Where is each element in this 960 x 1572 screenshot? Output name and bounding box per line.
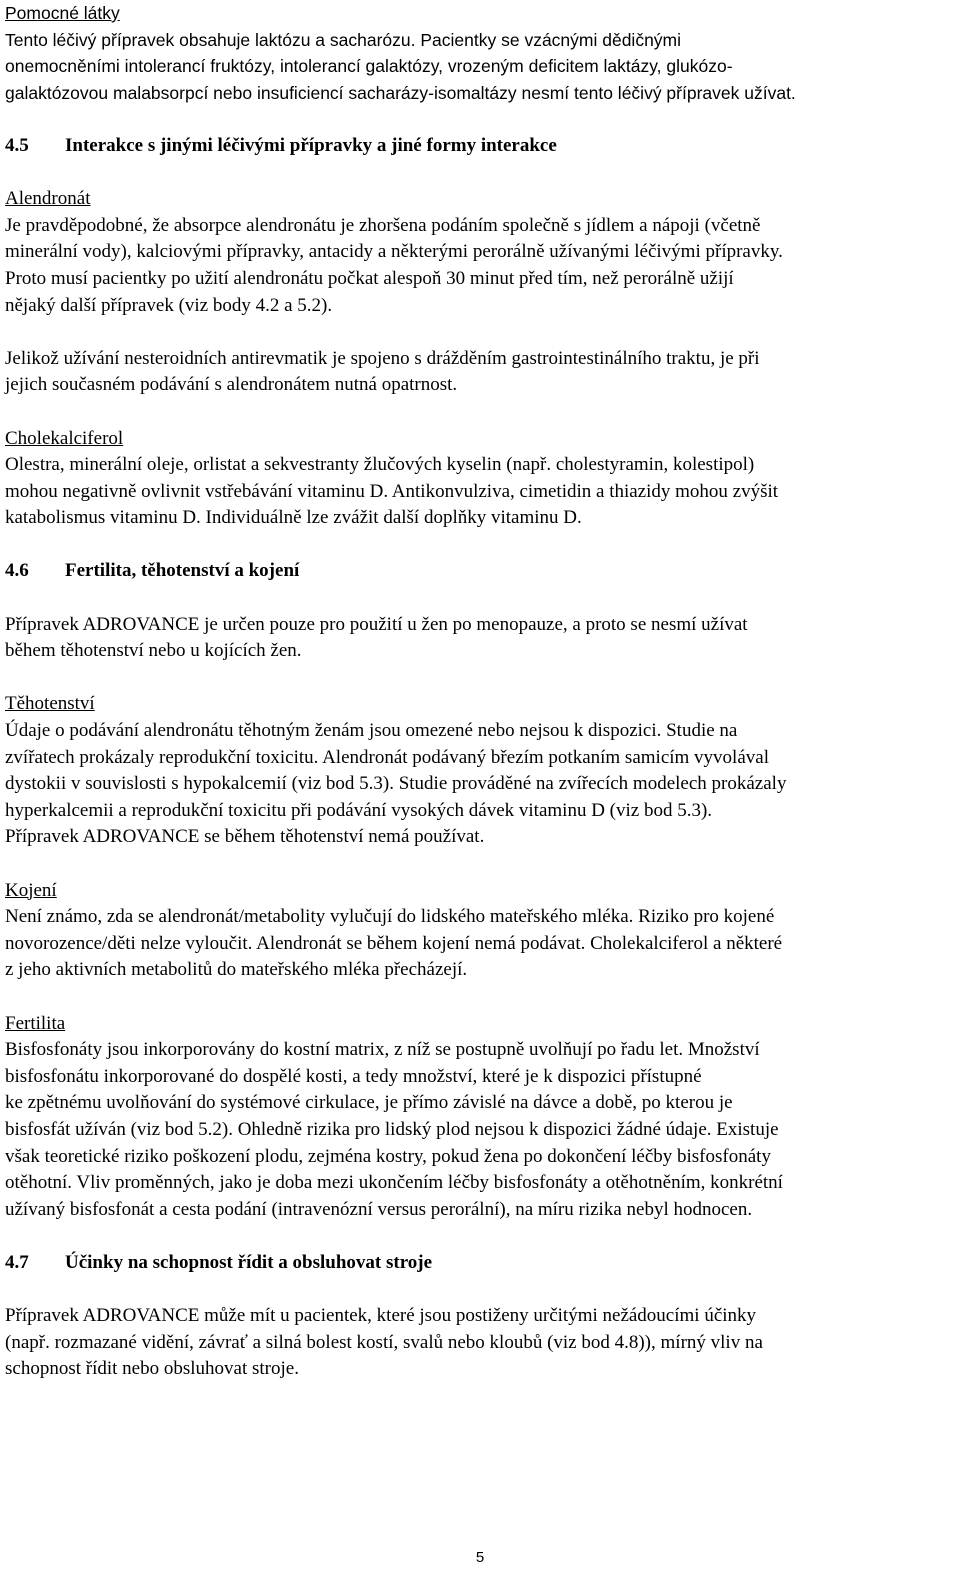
paragraph-line: Přípravek ADROVANCE je určen pouze pro použití u žen po menopauze, a proto se nesmí užívat xyxy=(5,613,748,635)
section-number: 4.5 xyxy=(5,134,29,156)
paragraph-line: otěhotní. Vliv proměnných, jako je doba mezi ukončením léčby bisfosfonáty a otěhotněním, konkrétní xyxy=(5,1172,783,1194)
section-number: 4.6 xyxy=(5,560,29,582)
excipients-line: galaktózovou malabsorpcí nebo insuficiencí sacharázy-isomaltázy nesmí tento léčivý přípravek užívat. xyxy=(5,82,796,103)
excipients-line: Tento léčivý přípravek obsahuje laktózu a sacharózu. Pacientky se vzácnými dědičnými xyxy=(5,29,682,50)
section-number: 4.7 xyxy=(5,1251,29,1273)
paragraph-line: mohou negativně ovlivnit vstřebávání vitaminu D. Antikonvulziva, cimetidin a thiazidy mohou zvýšit xyxy=(5,480,779,502)
excipients-title: Pomocné látky xyxy=(5,3,120,23)
paragraph-line: Bisfosfonáty jsou inkorporovány do kostní matrix, z níž se postupně uvolňují po řadu let. Množství xyxy=(5,1039,760,1061)
paragraph-line: nějaký další přípravek (viz body 4.2 a 5.2). xyxy=(5,294,333,316)
paragraph-line: hyperkalcemii a reprodukční toxicitu při podávání vysokých dávek vitaminu D (viz bod 5.3). xyxy=(5,799,713,821)
paragraph-line: novorozence/děti nelze vyloučit. Alendronát se během kojení nemá podávat. Cholekalciferol a některé xyxy=(5,932,783,954)
paragraph-line: Přípravek ADROVANCE se během těhotenství nemá používat. xyxy=(5,826,485,848)
excipients-section xyxy=(5,0,955,106)
paragraph-line: zvířatech prokázaly reprodukční toxicitu. Alendronát podávaný březím potkaním samicím vyvolával xyxy=(5,746,769,768)
paragraph-line: katabolismus vitaminu D. Individuálně lze zvážit další doplňky vitaminu D. xyxy=(5,507,582,529)
paragraph-line: Údaje o podávání alendronátu těhotným ženám jsou omezené nebo nejsou k dispozici. Studie na xyxy=(5,720,738,742)
paragraph-line: během těhotenství nebo u kojících žen. xyxy=(5,640,302,662)
subsection-title-alendronate: Alendronát xyxy=(5,188,91,210)
page-number: 5 xyxy=(475,1549,485,1566)
pregnancy-subsection xyxy=(5,691,955,851)
subsection-title-fertility: Fertilita xyxy=(5,1012,66,1034)
paragraph-line: minerální vody), kalciovými přípravky, antacidy a některými perorálně užívanými léčivými přípravky. xyxy=(5,241,783,263)
paragraph-line: bisfosfát užíván (viz bod 5.2). Ohledně rizika pro lidský plod nejsou k dispozici žádné údaje. Existuje xyxy=(5,1118,779,1140)
paragraph-line: Jelikož užívání nesteroidních antirevmatik je spojeno s drážděním gastrointestinálního traktu, je při xyxy=(5,347,760,369)
paragraph-line: Je pravděpodobné, že absorpce alendronátu je zhoršena podáním společně s jídlem a nápoji (včetně xyxy=(5,214,761,236)
paragraph-line: schopnost řídit nebo obsluhovat stroje. xyxy=(5,1358,299,1380)
section-heading-4-5 xyxy=(5,133,955,160)
fertility-subsection xyxy=(5,1011,955,1224)
driving-paragraph xyxy=(5,1303,955,1383)
section-title: Fertilita, těhotenství a kojení xyxy=(65,560,300,582)
fertility-intro xyxy=(5,612,955,665)
paragraph-line: Proto musí pacientky po užití alendronátu počkat alespoň 30 minut před tím, než perorálně užijí xyxy=(5,267,734,289)
section-heading-4-7 xyxy=(5,1250,955,1277)
paragraph-line: užívaný bisfosfonát a cesta podání (intravenózní versus perorální), na míru rizika nebyl hodnocen. xyxy=(5,1198,753,1220)
paragraph-line: z jeho aktivních metabolitů do mateřského mléka přecházejí. xyxy=(5,959,468,981)
paragraph-line: dystokii v souvislosti s hypokalcemií (viz bod 5.3). Studie prováděné na zvířecích modelech prokázaly xyxy=(5,773,787,795)
paragraph-line: však teoretické riziko poškození plodu, zejména kostry, pokud žena po dokončení léčby bisfosfonáty xyxy=(5,1145,771,1167)
paragraph-line: bisfosfonátu inkorporované do dospělé kosti, a tedy množství, které je k dispozici přístupné xyxy=(5,1065,702,1087)
paragraph-line: Přípravek ADROVANCE může mít u pacientek, které jsou postiženy určitými nežádoucími účinky xyxy=(5,1305,757,1327)
nsaid-paragraph xyxy=(5,346,955,399)
subsection-title-pregnancy: Těhotenství xyxy=(5,693,95,715)
section-title: Interakce s jinými léčivými přípravky a jiné formy interakce xyxy=(65,134,557,156)
subsection-title-cholecalciferol: Cholekalciferol xyxy=(5,427,124,449)
paragraph-line: Olestra, minerální oleje, orlistat a sekvestranty žlučových kyselin (např. cholestyramin, kolestipol) xyxy=(5,454,755,476)
section-heading-4-6 xyxy=(5,558,955,585)
paragraph-line: Není známo, zda se alendronát/metabolity vylučují do lidského mateřského mléka. Riziko pro kojené xyxy=(5,906,775,928)
alendronate-interactions xyxy=(5,186,955,319)
paragraph-line: ke zpětnému uvolňování do systémové cirkulace, je přímo závislé na dávce a době, po kterou je xyxy=(5,1092,733,1114)
section-title: Účinky na schopnost řídit a obsluhovat stroje xyxy=(65,1251,433,1273)
subsection-title-breastfeeding: Kojení xyxy=(5,879,57,901)
excipients-line: onemocněními intolerancí fruktózy, intolerancí galaktózy, vrozeným deficitem laktázy, glukózo- xyxy=(5,56,733,77)
cholecalciferol-interactions xyxy=(5,426,955,532)
breastfeeding-subsection xyxy=(5,878,955,984)
paragraph-line: jejich současném podávání s alendronátem nutná opatrnost. xyxy=(5,374,458,396)
document-page xyxy=(5,0,955,1409)
paragraph-line: (např. rozmazané vidění, závrať a silná bolest kostí, svalů nebo kloubů (viz bod 4.8)), mírný vliv na xyxy=(5,1331,763,1353)
